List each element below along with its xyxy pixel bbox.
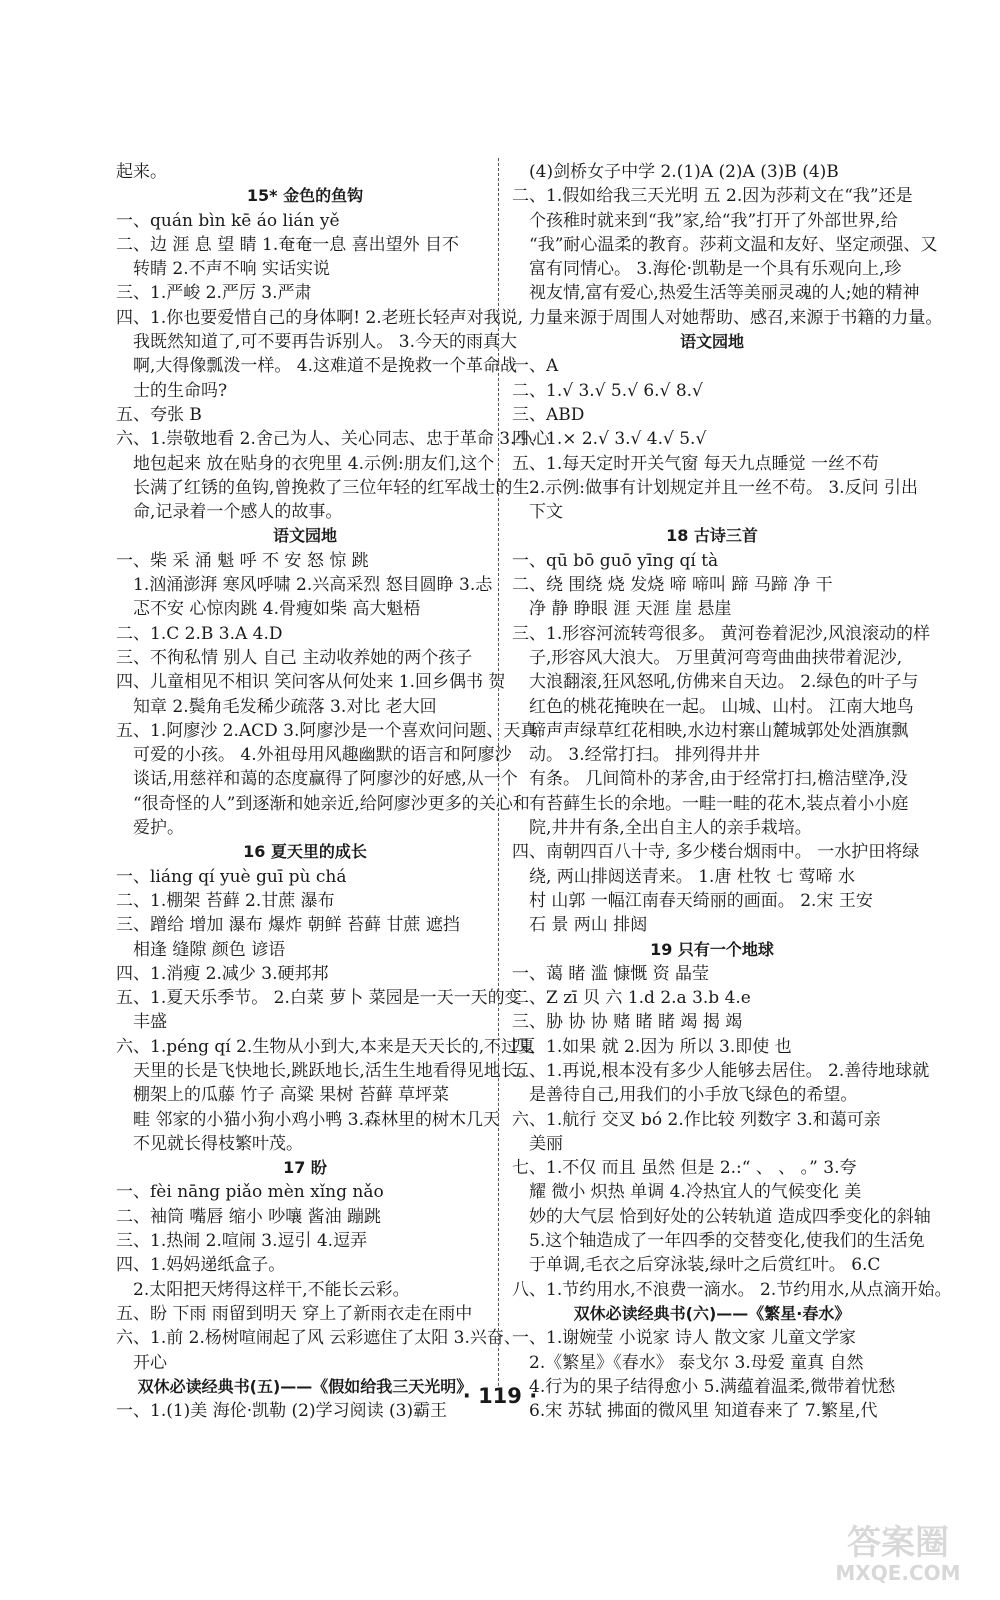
answer-line-continued: 1.汹涌澎湃 寒风呼啸 2.兴高采烈 怒目圆睁 3.忐 bbox=[133, 575, 493, 596]
answer-line-continued: 6.宋 苏轼 拂面的微风里 知道春来了 7.繁星,代 bbox=[529, 1401, 878, 1422]
answer-line: 二、Z zī 贝 六 1.d 2.a 3.b 4.e bbox=[512, 988, 751, 1009]
answer-line: 二、边 涯 息 望 睛 1.奄奄一息 喜出望外 目不 bbox=[116, 234, 460, 255]
answer-line-continued: 净 静 睁眼 涯 天涯 崖 悬崖 bbox=[529, 599, 732, 620]
section-title: 16 夏天里的成长 bbox=[243, 842, 367, 862]
answer-line: 四、儿童相见不相识 笑问客从何处来 1.回乡偶书 贺 bbox=[116, 672, 506, 693]
answer-line: 四、1.× 2.√ 3.√ 4.√ 5.√ bbox=[512, 429, 707, 450]
section-title: 语文园地 bbox=[272, 526, 337, 546]
answer-line: 四、1.妈妈递纸盒子。 bbox=[116, 1255, 286, 1276]
answer-line: 一、fèi nāng piǎo mèn xǐng nǎo bbox=[116, 1182, 384, 1203]
answer-line-continued: 转睛 2.不声不响 实话实说 bbox=[133, 259, 331, 280]
section-title: 语文园地 bbox=[679, 332, 744, 352]
section-title: 18 古诗三首 bbox=[666, 526, 758, 546]
section-title: 17 盼 bbox=[283, 1158, 327, 1178]
answer-line-continued: 爱护。 bbox=[133, 818, 184, 839]
answer-line-continued: 5.这个轴造成了一年四季的交替变化,使我们的生活免 bbox=[529, 1231, 925, 1252]
right-column bbox=[512, 160, 952, 1423]
section-title: 双休必读经典书(五)——《假如给我三天光明》 bbox=[137, 1376, 473, 1396]
answer-line-continued: 大浪翻滚,狂风怒吼,仿佛来自天边。 2.绿色的叶子与 bbox=[529, 672, 919, 693]
answer-line-continued: 棚架上的瓜藤 竹子 高粱 果树 苔藓 草坪菜 bbox=[133, 1085, 450, 1106]
answer-line-continued: 天里的长是飞快地长,跳跃地长,活生生地看得见地长。 bbox=[133, 1060, 535, 1081]
answer-line-continued: 丰盛 bbox=[133, 1012, 167, 1033]
answer-line-continued: 畦 邻家的小猫小狗小鸡小鸭 3.森林里的树木几天 bbox=[133, 1109, 501, 1130]
answer-line-continued: 院,井井有条,全出自主人的亲手栽培。 bbox=[529, 818, 812, 839]
answer-line-continued: 下文 bbox=[529, 502, 563, 523]
section-title: 19 只有一个地球 bbox=[650, 939, 774, 959]
answer-line-continued: 地包起来 放在贴身的衣兜里 4.示例:朋友们,这个 bbox=[133, 453, 495, 474]
answer-line-continued: 2.《繁星》《春水》 泰戈尔 3.母爱 童真 自然 bbox=[529, 1352, 864, 1373]
answer-line: 三、不徇私情 别人 自己 主动收养她的两个孩子 bbox=[116, 647, 473, 668]
answer-line: 二、1.C 2.B 3.A 4.D bbox=[116, 623, 283, 644]
answer-line: 五、1.夏天乐季节。 2.白菜 萝卜 菜园是一天一天的变 bbox=[116, 988, 522, 1009]
answer-line-continued: 2.太阳把天烤得这样干,不能长云彩。 bbox=[133, 1279, 410, 1300]
answer-line: 一、liáng qí yuè guī pù chá bbox=[116, 866, 347, 887]
answer-line-continued: 有苔藓生长的余地。一畦一畦的花木,装点着小小庭 bbox=[529, 793, 909, 814]
answer-line-continued: 忑不安 心惊肉跳 4.骨瘦如柴 高大魁梧 bbox=[133, 599, 421, 620]
answer-line-continued: 个孩稚时就来到“我”家,给“我”打开了外部世界,给 bbox=[529, 210, 898, 231]
answer-line-continued: 视友情,富有爱心,热爱生活等美丽灵魂的人;她的精神 bbox=[529, 283, 920, 304]
answer-line-continued: 不见就长得枝繁叶茂。 bbox=[133, 1133, 303, 1154]
answer-line: 一、柴 采 涌 魁 呼 不 安 怒 惊 跳 bbox=[116, 550, 369, 571]
answer-line: 三、胁 协 协 赌 睹 睹 竭 揭 竭 bbox=[512, 1012, 743, 1033]
answer-line-continued: 美丽 bbox=[529, 1133, 563, 1154]
answer-line-continued: 可爱的小孩。 4.外祖母用风趣幽默的语言和阿廖沙 bbox=[133, 745, 512, 766]
answer-line-continued: 啊,大得像瓢泼一样。 4.这难道不是挽救一个革命战 bbox=[133, 356, 518, 377]
answer-line: 二、1.棚架 苔藓 2.甘蔗 瀑布 bbox=[116, 890, 335, 911]
column-divider bbox=[498, 158, 499, 1386]
answer-line: 五、盼 下雨 雨留到明天 穿上了新雨衣走在雨中 bbox=[116, 1303, 473, 1324]
answer-line-continued: 石 景 两山 排闼 bbox=[529, 915, 648, 936]
section-title: 15* 金色的鱼钩 bbox=[246, 186, 364, 206]
answer-line-continued: 是善待自己,用我们的小手放飞绿色的希望。 bbox=[529, 1085, 858, 1106]
answer-line: 三、1.严峻 2.严厉 3.严肃 bbox=[116, 283, 312, 304]
answer-line: 二、1.√ 3.√ 5.√ 6.√ 8.√ bbox=[512, 380, 703, 401]
answer-line-continued: 长满了红锈的鱼钩,曾挽救了三位年轻的红军战士的生 bbox=[133, 477, 530, 498]
answer-line-continued: 富有同情心。 3.海伦·凯勒是一个具有乐观向上,珍 bbox=[529, 259, 902, 280]
answer-line: 六、1.péng qí 2.生物从小到大,本来是天天长的,不过夏 bbox=[116, 1036, 536, 1057]
answer-line: 五、夸张 B bbox=[116, 404, 202, 425]
answer-line-continued: 于单调,毛衣之后穿泳装,绿叶之后赏红叶。 6.C bbox=[529, 1255, 881, 1276]
answer-line-continued: “我”耐心温柔的教育。莎莉文温和友好、坚定顽强、又 bbox=[529, 234, 938, 255]
answer-line: 四、1.你也要爱惜自己的身体啊! 2.老班长轻声对我说, bbox=[116, 307, 524, 328]
answer-line: 四、南朝四百八十寺, 多少楼台烟雨中。 一水护田将绿 bbox=[512, 842, 920, 863]
answer-line-continued: 我既然知道了,可不要再告诉别人。 3.今天的雨真大 bbox=[133, 332, 518, 353]
answer-line-continued: 知章 2.鬓角毛发稀少疏落 3.对比 老大回 bbox=[133, 696, 437, 717]
answer-line: 四、1.如果 就 2.因为 所以 3.即使 也 bbox=[512, 1036, 792, 1057]
answer-line: 三、1.形容河流转弯很多。 黄河卷着泥沙,风浪滚动的样 bbox=[512, 623, 931, 644]
answer-line: 三、1.热闹 2.喧闹 3.逗引 4.逗弄 bbox=[116, 1231, 368, 1252]
answer-line-continued: 士的生命吗? bbox=[133, 380, 228, 401]
answer-line: 六、1.前 2.杨树喧闹起了风 云彩遮住了太阳 3.兴奋、 bbox=[116, 1328, 521, 1349]
answer-line-continued: 村 山郭 一幅江南春天绮丽的画面。 2.宋 王安 bbox=[529, 890, 873, 911]
answer-line-continued: 4.行为的果子结得愈小 5.满蕴着温柔,微带着忧愁 bbox=[529, 1376, 896, 1397]
answer-line-continued: “很奇怪的人”到逐渐和她亲近,给阿廖沙更多的关心和 bbox=[133, 793, 530, 814]
answer-line: 二、1.假如给我三天光明 五 2.因为莎莉文在“我”还是 bbox=[512, 186, 913, 207]
answer-line: 六、1.崇敬地看 2.舍己为人、关心同志、忠于革命 3.小心 bbox=[116, 429, 550, 450]
answer-line: 五、1.再说,根本没有多少人能够去居住。 2.善待地球就 bbox=[512, 1060, 930, 1081]
answer-line: 五、1.每天定时开关气窗 每天九点睡觉 一丝不苟 bbox=[512, 453, 880, 474]
watermark-url: MXQE.COM bbox=[835, 1561, 961, 1585]
answer-line: 一、quán bìn kē áo lián yě bbox=[116, 210, 340, 231]
answer-line: 二、绕 围绕 烧 发烧 啼 啼叫 蹄 马蹄 净 干 bbox=[512, 575, 833, 596]
answer-line-continued: 谈话,用慈祥和蔼的态度赢得了阿廖沙的好感,从一个 bbox=[133, 769, 518, 790]
answer-line: 二、袖筒 嘴唇 缩小 吵嚷 酱油 蹦跳 bbox=[116, 1206, 382, 1227]
page-number: · 119 · bbox=[462, 1384, 538, 1408]
answer-line: 七、1.不仅 而且 虽然 但是 2.:“ 、 、 。” 3.夸 bbox=[512, 1158, 857, 1179]
answer-line: 一、蔼 睹 滥 慷慨 资 晶莹 bbox=[512, 963, 710, 984]
answer-line: 三、蹭给 增加 瀑布 爆炸 朝鲜 苔藓 甘蔗 遮挡 bbox=[116, 915, 460, 936]
answer-line: 起来。 bbox=[116, 162, 167, 182]
answer-line-continued: 红色的桃花掩映在一起。 山城、山村。 江南大地鸟 bbox=[529, 696, 914, 717]
watermark-title: 答案圈 bbox=[847, 1523, 949, 1563]
answer-line-continued: 妙的大气层 恰到好处的公转轨道 造成四季变化的斜轴 bbox=[529, 1206, 931, 1227]
answer-line: 一、A bbox=[512, 356, 559, 377]
section-title: 双休必读经典书(六)——《繁星·春水》 bbox=[573, 1303, 851, 1323]
answer-line: 一、1.(1)美 海伦·凯勒 (2)学习阅读 (3)霸王 bbox=[116, 1401, 448, 1422]
watermark-logo bbox=[808, 1518, 988, 1588]
answer-line-continued: 耀 微小 炽热 单调 4.冷热宜人的气候变化 美 bbox=[529, 1182, 862, 1203]
answer-line: 四、1.消瘦 2.减少 3.硬邦邦 bbox=[116, 963, 329, 984]
answer-line: 五、1.阿廖沙 2.ACD 3.阿廖沙是一个喜欢问问题、天真 bbox=[116, 720, 538, 741]
answer-line-continued: 开心 bbox=[133, 1352, 167, 1373]
answer-line-continued: 2.示例:做事有计划规定并且一丝不苟。 3.反问 引出 bbox=[529, 477, 918, 498]
answer-line-continued: 有条。 几间简朴的茅舍,由于经常打扫,檐洁壁净,没 bbox=[529, 769, 908, 790]
answer-line: 三、ABD bbox=[512, 404, 585, 425]
answer-line: 六、1.航行 交叉 bó 2.作比较 列数字 3.和蔼可亲 bbox=[512, 1109, 881, 1130]
answer-line: 八、1.节约用水,不浪费一滴水。 2.节约用水,从点滴开始。 bbox=[512, 1279, 952, 1300]
answer-line-continued: 绕, 两山排闼送青来。 1.唐 杜牧 七 莺啼 水 bbox=[529, 866, 856, 887]
answer-line-continued: (4)剑桥女子中学 2.(1)A (2)A (3)B (4)B bbox=[529, 162, 839, 182]
answer-line: 一、qū bō guō yīng qí tà bbox=[512, 550, 719, 571]
answer-line: 一、1.谢婉莹 小说家 诗人 散文家 儿童文学家 bbox=[512, 1328, 856, 1349]
answer-line-continued: 力量来源于周围人对她帮助、感召,来源于书籍的力量。 bbox=[529, 307, 943, 328]
answer-line-continued: 相逢 缝隙 颜色 谚语 bbox=[133, 939, 286, 960]
answer-line-continued: 命,记录着一个感人的故事。 bbox=[133, 502, 343, 523]
answer-line-continued: 子,形容风大浪大。 万里黄河弯弯曲曲挟带着泥沙, bbox=[529, 647, 903, 668]
answer-line-continued: 啼声声绿草红花相映,水边村寨山麓城郭处处酒旗飘 bbox=[529, 720, 909, 741]
answer-line-continued: 动。 3.经常打扫。 排列得井井 bbox=[529, 745, 761, 766]
